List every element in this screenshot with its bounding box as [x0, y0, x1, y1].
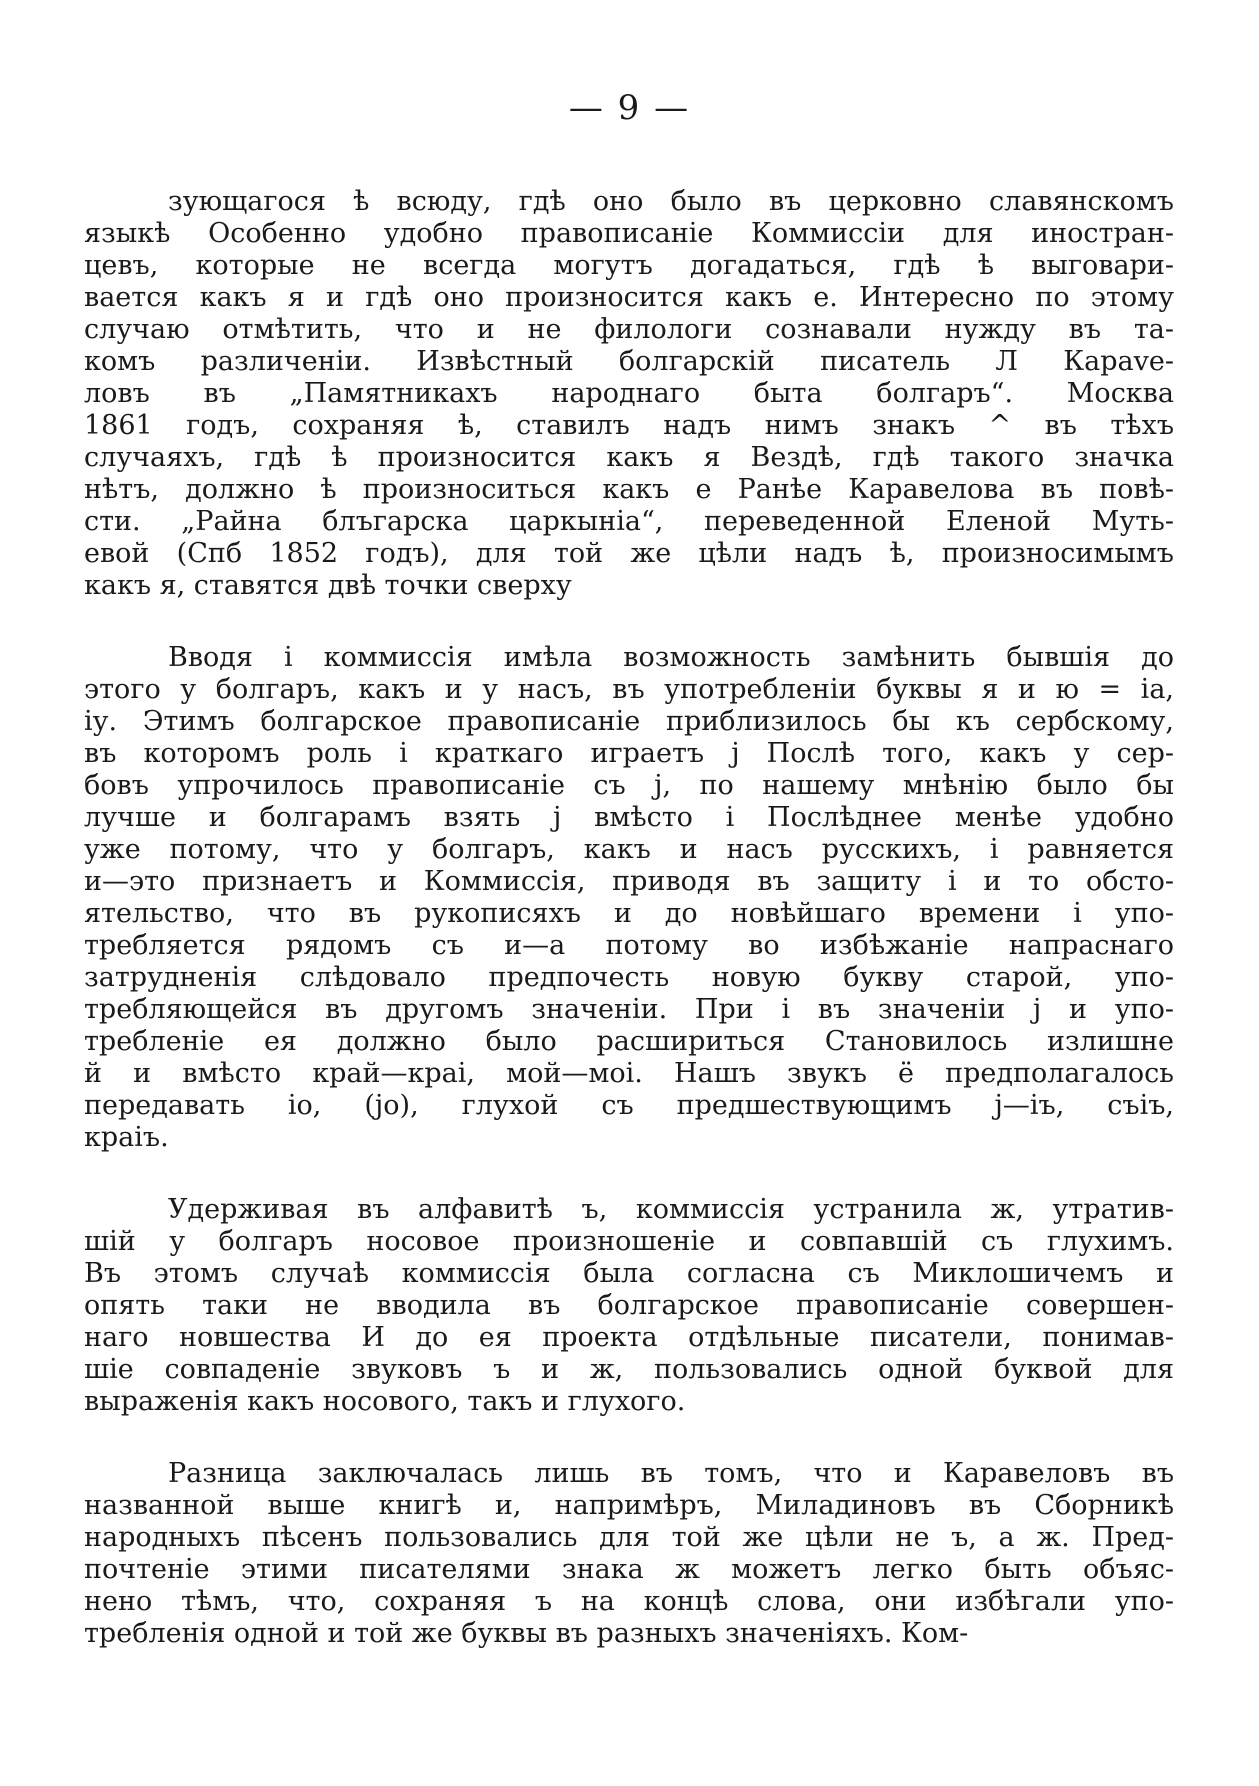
text-line: нѣтъ, должно ѣ произноситься какъ е Ранѣе Каравелова въ повѣ- — [84, 474, 1174, 505]
text-line: комъ различеніи. Извѣстный болгарскій писатель Л Карave- — [84, 346, 1174, 377]
text-line: й и вмѣсто край—краі, мой—моі. Нашъ звукъ ё предполагалось — [84, 1058, 1174, 1089]
text-line: евой (Спб 1852 годъ), для той же цѣли надъ ѣ, произносимымъ — [84, 538, 1174, 569]
text-line: выраженія какъ носового, такъ и глухого. — [84, 1386, 686, 1417]
paragraph — [84, 642, 1174, 1154]
page-number: — 9 — — [568, 88, 691, 128]
text-line: бовъ упрочилось правописаніе съ ј, по нашему мнѣнію было бы — [84, 770, 1174, 801]
text-line: требленія одной и той же буквы въ разныхъ значеніяхъ. Ком- — [84, 1618, 969, 1649]
text-line: Вводя і коммиссія имѣла возможность замѣнить бывшія до — [168, 642, 1174, 673]
text-line: краіъ. — [84, 1122, 169, 1153]
paragraph — [84, 186, 1174, 602]
text-line: лучше и болгарамъ взять ј вмѣсто і Послѣднее менѣе удобно — [84, 802, 1174, 833]
text-line: почтеніе этими писателями знака ж можетъ легко быть объяс- — [84, 1554, 1174, 1585]
text-line: въ которомъ роль і краткаго играетъ ј Послѣ того, какъ у сер- — [84, 738, 1174, 769]
text-line: требленіе ея должно было расшириться Становилось излишне — [84, 1026, 1174, 1057]
text-line: шій у болгаръ носовое произношеніе и совпавшій съ глухимъ. — [84, 1226, 1174, 1257]
text-line: затрудненія слѣдовало предпочесть новую букву старой, упо- — [84, 962, 1174, 993]
text-line: зующагося ѣ всюду, гдѣ оно было въ церковно славянскомъ — [168, 186, 1174, 217]
text-line: требляется рядомъ съ и—а потому во избѣжаніе напраснаго — [84, 930, 1174, 961]
text-line: Въ этомъ случаѣ коммиссія была согласна съ Миклошичемъ и — [84, 1258, 1174, 1289]
text-line: опять таки не вводила въ болгарское правописаніе совершен- — [84, 1290, 1174, 1321]
text-line: случаяхъ, гдѣ ѣ произносится какъ я Вездѣ, гдѣ такого значка — [84, 442, 1174, 473]
text-line: сти. „Райна блъгарска царкыніа“, переведенной Еленой Муть- — [84, 506, 1174, 537]
text-line: требляющейся въ другомъ значеніи. При і въ значеніи ј и упо- — [84, 994, 1174, 1025]
text-line: вается какъ я и гдѣ оно произносится какъ е. Интересно по этому — [84, 282, 1174, 313]
text-line: цевъ, которые не всегда могутъ догадаться, гдѣ ѣ выговари- — [84, 250, 1174, 281]
text-line: ловъ въ „Памятникахъ народнаго быта болгаръ“. Москва — [84, 378, 1174, 409]
text-line: передавать іо, (јо), глухой съ предшествующимъ ј—іъ, съіъ, — [84, 1090, 1174, 1121]
text-line: и—это признаетъ и Коммиссія, приводя въ защиту і и то обсто- — [84, 866, 1174, 897]
text-line: Разница заключалась лишь въ томъ, что и Каравеловъ въ — [168, 1458, 1174, 1489]
paragraph — [84, 1194, 1174, 1418]
text-line: шіе совпаденіе звуковъ ъ и ж, пользовались одной буквой для — [84, 1354, 1174, 1385]
text-line: языкѣ Особенно удобно правописаніе Коммиссіи для иностран- — [84, 218, 1174, 249]
text-line: 1861 годъ, сохраняя ѣ, ставилъ надъ нимъ знакъ ^ въ тѣхъ — [84, 410, 1174, 441]
text-line: какъ я, ставятся двѣ точки сверху — [84, 570, 572, 601]
text-line: названной выше книгѣ и, напримѣръ, Миладиновъ въ Сборникѣ — [84, 1490, 1174, 1521]
text-line: Удерживая въ алфавитѣ ъ, коммиссія устранила ж, утратив- — [168, 1194, 1174, 1225]
text-line: нено тѣмъ, что, сохраняя ъ на концѣ слова, они избѣгали упо- — [84, 1586, 1174, 1617]
text-line: этого у болгаръ, какъ и у насъ, въ употребленіи буквы я и ю = іа, — [84, 674, 1174, 705]
paragraph — [84, 1458, 1174, 1650]
text-line: ятельство, что въ рукописяхъ и до новѣйшаго времени і упо- — [84, 898, 1174, 929]
text-line: наго новшества И до ея проекта отдѣльные писатели, понимав- — [84, 1322, 1174, 1353]
text-line: уже потому, что у болгаръ, какъ и насъ русскихъ, і равняется — [84, 834, 1174, 865]
body-text — [84, 186, 1174, 1690]
text-line: іу. Этимъ болгарское правописаніе приблизилось бы къ сербскому, — [84, 706, 1174, 737]
text-line: народныхъ пѣсенъ пользовались для той же цѣли не ъ, а ж. Пред- — [84, 1522, 1174, 1553]
text-line: случаю отмѣтить, что и не филологи сознавали нужду въ та- — [84, 314, 1174, 345]
